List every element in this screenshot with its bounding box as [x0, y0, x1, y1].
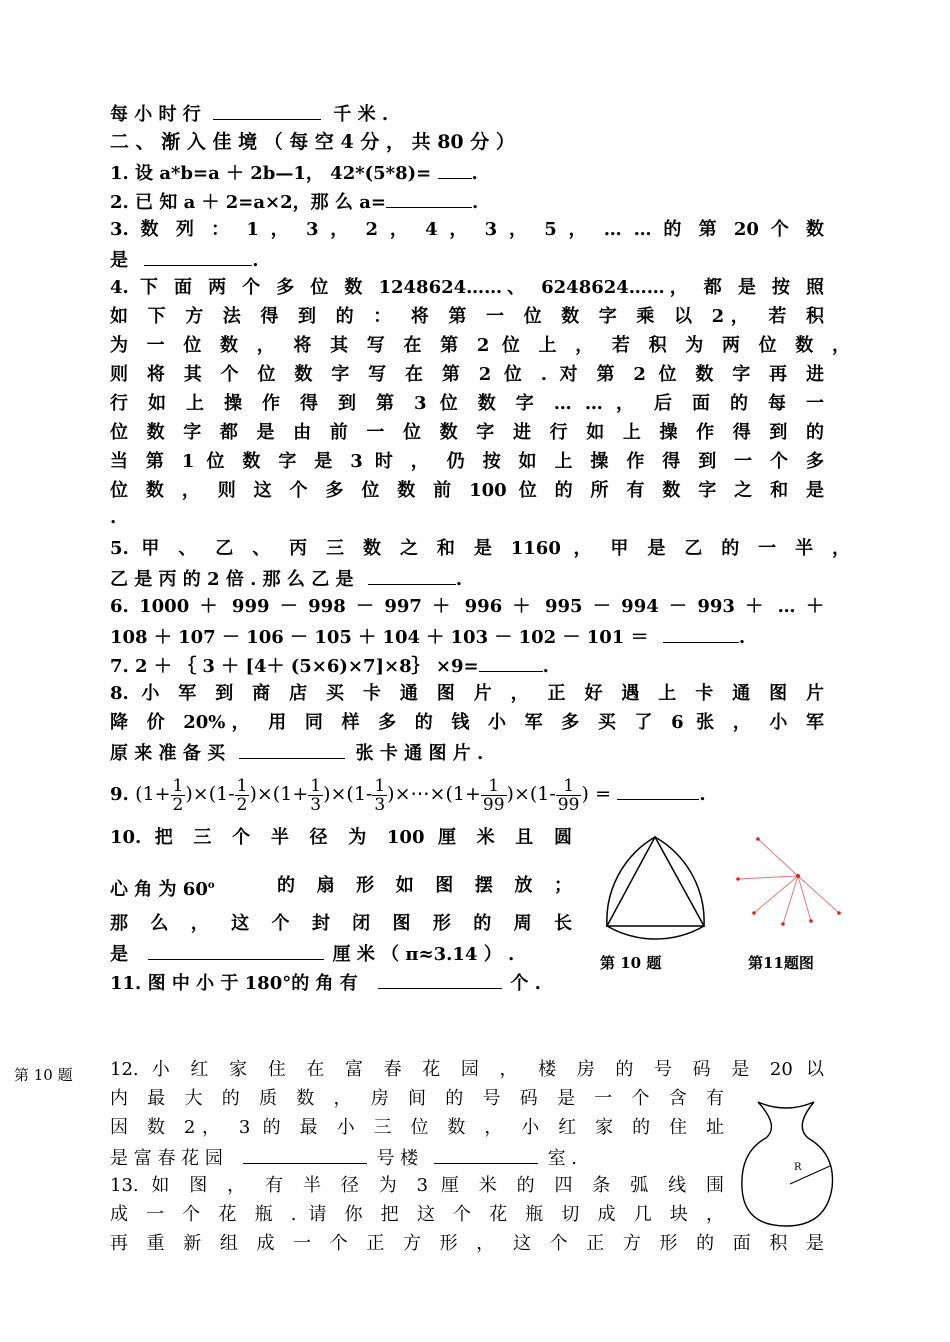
text-span: 号 楼	[376, 1148, 419, 1169]
math-one: 1	[280, 783, 293, 805]
text-span: .	[471, 192, 479, 213]
answer-blank	[213, 101, 321, 120]
answer-blank	[438, 160, 472, 179]
answer-blank	[617, 781, 699, 800]
radius-label: R	[794, 1162, 802, 1173]
question-4-line7: 当 第 1 位 数 字 是 3 时 ， 仍 按 如 上 操 作 得 到 一 个 多	[110, 451, 824, 472]
denominator: 2	[172, 794, 184, 815]
paren: (	[135, 783, 143, 805]
math-one: 1	[537, 783, 550, 805]
math-equals: =	[595, 783, 612, 805]
vase-outline	[742, 1102, 833, 1226]
question-12-line3: 因 数 2， 3 的 最 小 三 位 数 ， 小 红 家 的 住 址	[110, 1117, 724, 1138]
fraction	[171, 777, 186, 814]
question-8-line2: 降 价 20%， 用 同 样 多 的 钱 小 军 多 买 了 6 张 ， 小 军	[110, 712, 824, 733]
ray	[754, 876, 798, 913]
answer-blank	[148, 941, 324, 960]
denominator: 2	[236, 794, 248, 815]
question-4-line4: 则 将 其 个 位 数 字 写 在 第 2 位 . 对 第 2 位 数 字 再 进	[110, 364, 824, 385]
numerator: 1	[172, 775, 184, 796]
question-10-line3: 那 么 ， 这 个 封 闭 图 形 的 周 长	[110, 913, 572, 934]
answer-blank	[479, 653, 543, 672]
math-one: 1	[142, 783, 155, 805]
paren: )	[185, 783, 193, 805]
text-span: 每 小 时 行	[110, 104, 201, 125]
text-span: 1. 设 a*b=a ＋ 2b—1， 42*(5*8)=	[110, 163, 432, 184]
inner-triangle	[607, 837, 704, 926]
section-heading: 二 、 渐 入 佳 境 （ 每 空 4 分 ， 共 80 分 ）	[110, 131, 515, 153]
text-span: 个 .	[510, 973, 541, 994]
arc-outline	[607, 837, 704, 939]
math-minus: -	[549, 783, 556, 805]
question-13-line1: 13. 如 图 ， 有 半 径 为 3 厘 米 的 四 条 弧 线 围	[110, 1175, 724, 1196]
denominator: 3	[310, 794, 322, 815]
ray	[798, 876, 839, 913]
question-7	[110, 653, 549, 679]
denominator: 99	[482, 794, 505, 815]
ray	[758, 839, 798, 876]
answer-blank	[378, 970, 502, 989]
question-6-line2	[110, 624, 745, 650]
numerator: 1	[374, 775, 386, 796]
fraction	[372, 777, 387, 814]
text-span: 厘 米 （ π≈3.14 ） .	[332, 944, 515, 965]
math-one: 1	[353, 783, 366, 805]
paren: (	[529, 783, 538, 805]
question-9	[110, 772, 706, 817]
text-span: 乙 是 丙 的 2 倍 . 那 么 乙 是	[110, 569, 354, 590]
question-4-line9: .	[110, 507, 117, 528]
ray	[798, 876, 811, 921]
denominator: 99	[557, 794, 580, 815]
paren: )	[323, 783, 331, 805]
text-span: .	[455, 569, 463, 590]
ray-dot	[809, 919, 813, 923]
question-number: 9.	[110, 784, 129, 805]
question-13-line2: 成 一 个 花 瓶 . 请 你 把 这 个 花 瓶 切 成 几 块 ，	[110, 1204, 724, 1225]
text-span: 的 扇 形 如 图 摆 放 ；	[277, 875, 572, 896]
math-one: 1	[452, 783, 465, 805]
question-5-line1: 5. 甲 、 乙 、 丙 三 数 之 和 是 1160 ， 甲 是 乙 的 一 半 ，	[110, 538, 850, 559]
question-8-line3	[110, 740, 483, 766]
paren: (	[445, 783, 453, 805]
question-12-line2: 内 最 大 的 质 数 ， 房 间 的 号 码 是 一 个 含 有	[110, 1088, 724, 1109]
math-minus: -	[228, 783, 235, 805]
question-4-line2: 如 下 方 法 得 到 的 ： 将 第 一 位 数 字 乘 以 2， 若 积	[110, 306, 824, 327]
paren: )	[249, 783, 257, 805]
question-4-line8: 位 数 ， 则 这 个 多 位 数 前 100 位 的 所 有 数 字 之 和 是	[110, 480, 824, 501]
answer-blank	[663, 624, 739, 643]
numerator: 1	[310, 775, 322, 796]
rays-figure	[728, 832, 848, 932]
ray-dot	[781, 922, 785, 926]
math-plus: +	[464, 783, 481, 805]
ray-dot	[756, 837, 760, 841]
reuleaux-figure	[598, 832, 712, 942]
ray-dot	[736, 877, 740, 881]
paren: )	[506, 783, 514, 805]
text-line	[110, 101, 388, 127]
math-times: ×	[256, 783, 273, 805]
question-2	[110, 189, 478, 215]
math-minus: -	[365, 783, 373, 805]
denominator: 3	[374, 794, 386, 815]
math-dots: ×⋯×	[394, 783, 446, 805]
fraction	[235, 777, 250, 814]
text-span: 室 .	[547, 1148, 578, 1169]
question-12-line4	[110, 1145, 577, 1171]
question-4-line3: 为 一 位 数 ， 将 其 写 在 第 2 位 上 ， 若 积 为 两 位 数 ，	[110, 335, 850, 356]
side-caption: 第 10 题	[14, 1066, 73, 1084]
text-span: 是 富 春 花 园	[110, 1148, 223, 1169]
fraction	[556, 777, 582, 814]
vertex-dot	[796, 874, 800, 878]
text-span: 108 ＋ 107 － 106 － 105 ＋ 104 ＋ 103 － 102 － 101 ＝	[110, 627, 649, 648]
math-one: 1	[216, 783, 229, 805]
text-span: 是	[110, 250, 128, 271]
text-span: 原 来 准 备 买	[110, 743, 226, 764]
question-4-line1: 4. 下 面 两 个 多 位 数 1248624……、 6248624……， 都 是 按 照	[110, 277, 824, 298]
text-span: .	[699, 784, 706, 805]
ray	[783, 876, 798, 924]
text-span: .	[471, 163, 478, 184]
numerator: 1	[481, 777, 507, 796]
paren: )	[581, 783, 589, 805]
question-3-cont	[110, 247, 259, 273]
paren: (	[208, 783, 217, 805]
question-3: 3. 数 列 ： 1 ， 3 ， 2 ， 4 ， 3 ， 5 ， … … 的 第 20 个 数	[110, 219, 824, 240]
text-span: .	[252, 250, 259, 271]
text-span: 11. 图 中 小 于 180°的 角 有	[110, 973, 358, 994]
text-span: 是	[110, 944, 128, 965]
text-span: 2. 已 知 a ＋ 2=a×2，那 么 a=	[110, 192, 386, 213]
math-plus: +	[292, 783, 309, 805]
ray-dot	[837, 911, 841, 915]
paren: (	[272, 783, 281, 805]
fraction	[481, 777, 507, 814]
fraction	[308, 777, 323, 814]
question-6-line1: 6. 1000 ＋ 999 － 998 － 997 ＋ 996 ＋ 995 － 994 － 993 ＋ … ＋	[110, 596, 824, 617]
vase-figure	[738, 1094, 848, 1234]
numerator: 1	[556, 777, 582, 796]
figure-11-caption: 第11题图	[748, 954, 814, 972]
answer-blank	[239, 740, 345, 759]
answer-blank	[144, 247, 252, 266]
text-span: 千 米 .	[333, 104, 389, 125]
paren: (	[346, 783, 354, 805]
text-span: .	[542, 656, 549, 677]
text-span: 7. 2 ＋ ｛ 3 ＋ [4＋ (5×6)×7]×8｝ ×9=	[110, 656, 479, 677]
question-4-line5: 行 如 上 操 作 得 到 第 3 位 数 字 … … ， 后 面 的 每 一	[110, 393, 824, 414]
question-5-line2	[110, 566, 462, 592]
ray	[738, 876, 798, 879]
question-10-line4	[110, 941, 514, 967]
figure-10-caption: 第 10 题	[600, 954, 662, 972]
math-plus: +	[154, 783, 171, 805]
question-1	[110, 160, 478, 186]
answer-blank	[434, 1145, 538, 1164]
text-span: .	[738, 627, 746, 648]
question-13-line3: 再 重 新 组 成 一 个 正 方 形 ， 这 个 正 方 形 的 面 积 是	[110, 1233, 824, 1254]
question-10-line1: 10. 把 三 个 半 径 为 100 厘 米 且 圆	[110, 827, 572, 848]
text-span: 张 卡 通 图 片 .	[355, 743, 484, 764]
question-12-line1: 12. 小 红 家 住 在 富 春 花 园 ， 楼 房 的 号 码 是 20 以	[110, 1059, 824, 1080]
answer-blank	[243, 1145, 367, 1164]
math-times: ×	[513, 783, 530, 805]
numerator: 1	[236, 775, 248, 796]
math-times: ×	[330, 783, 347, 805]
degree-mark: o	[207, 880, 215, 891]
question-10-line2	[110, 874, 572, 902]
text-span: 心 角 为 60	[110, 879, 208, 900]
question-11	[110, 970, 541, 996]
answer-blank	[368, 566, 456, 585]
answer-blank	[386, 189, 472, 208]
ray-dot	[752, 911, 756, 915]
paren: )	[387, 783, 395, 805]
math-times: ×	[192, 783, 209, 805]
question-4-line6: 位 数 字 都 是 由 前 一 位 数 字 进 行 如 上 操 作 得 到 的	[110, 422, 824, 443]
question-8-line1: 8. 小 军 到 商 店 买 卡 通 图 片 ， 正 好 遇 上 卡 通 图 片	[110, 683, 824, 704]
